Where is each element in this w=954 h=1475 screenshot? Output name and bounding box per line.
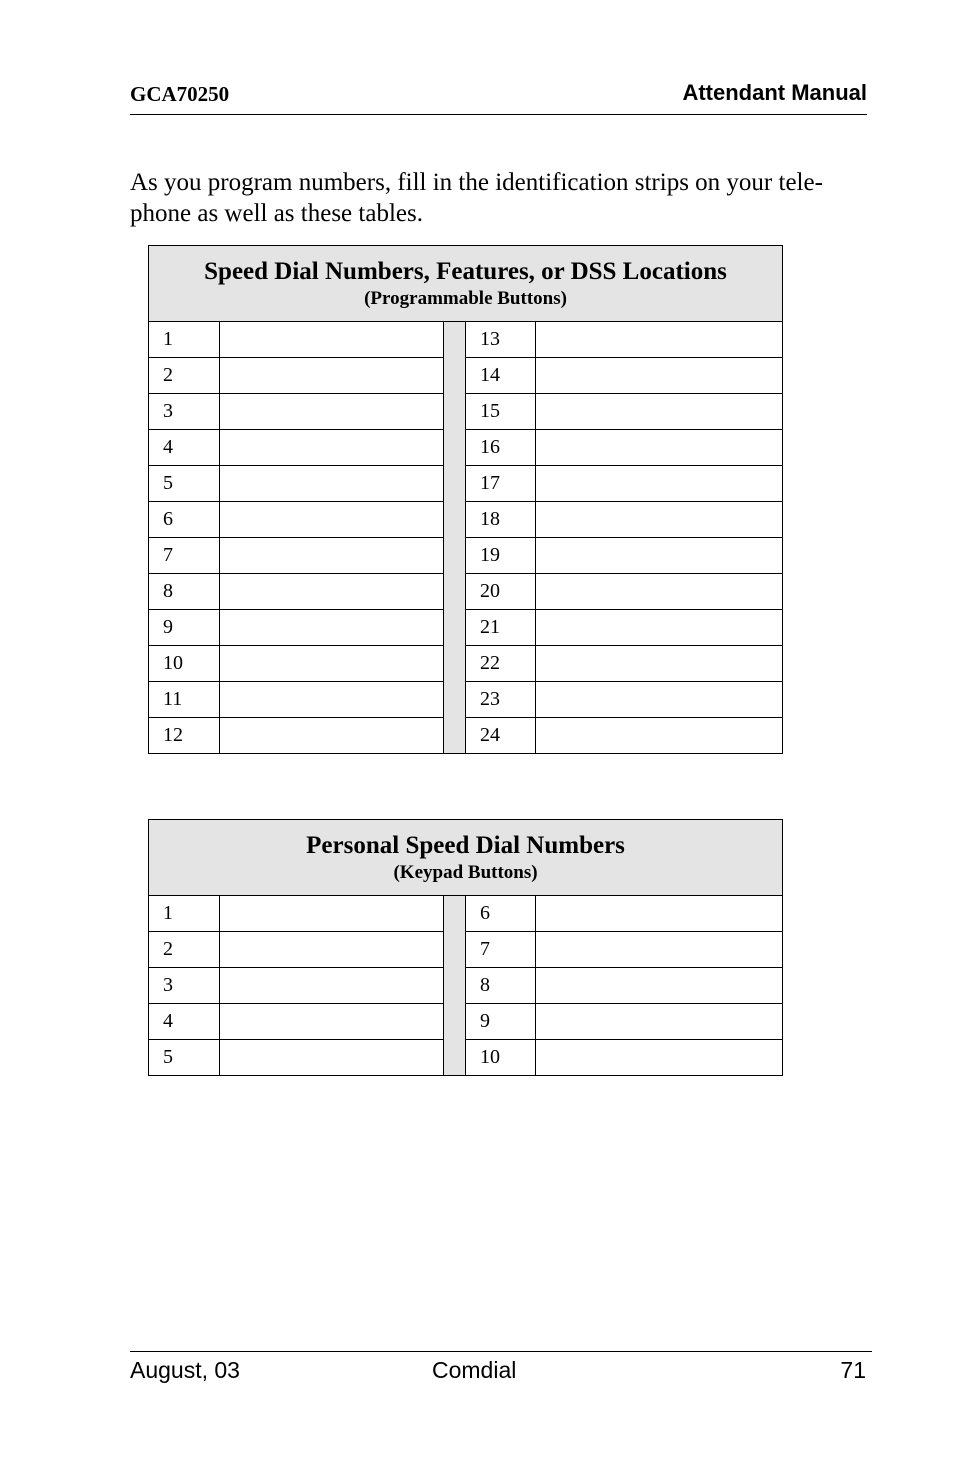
left-entry-field[interactable] (220, 896, 444, 932)
column-divider (444, 358, 466, 394)
column-divider (444, 574, 466, 610)
left-entry-field[interactable] (220, 1040, 444, 1076)
right-entry-number: 9 (466, 1004, 536, 1040)
left-entry-number: 2 (149, 358, 220, 394)
column-divider (444, 322, 466, 358)
right-entry-number: 10 (466, 1040, 536, 1076)
table-row (149, 574, 783, 610)
right-entry-field[interactable] (536, 322, 783, 358)
column-divider (444, 502, 466, 538)
right-entry-number: 13 (466, 322, 536, 358)
doc-code: GCA70250 (130, 82, 230, 106)
column-divider (444, 466, 466, 502)
left-entry-number: 5 (149, 466, 220, 502)
left-entry-number: 1 (149, 896, 220, 932)
column-divider (444, 430, 466, 466)
table-row (149, 1004, 783, 1040)
column-divider (444, 538, 466, 574)
speed-dial-table-header (149, 246, 783, 322)
left-entry-field[interactable] (220, 358, 444, 394)
right-entry-number: 22 (466, 646, 536, 682)
left-entry-field[interactable] (220, 610, 444, 646)
left-entry-field[interactable] (220, 968, 444, 1004)
table-row (149, 430, 783, 466)
personal-speed-dial-table-subtitle: (Keypad Buttons) (393, 861, 538, 883)
right-entry-number: 21 (466, 610, 536, 646)
table-row (149, 538, 783, 574)
intro-paragraph: As you program numbers, fill in the identification strips on your tele- phone as well as these tables. (130, 169, 823, 227)
left-entry-number: 12 (149, 718, 220, 754)
table-row (149, 502, 783, 538)
right-entry-number: 18 (466, 502, 536, 538)
right-entry-number: 23 (466, 682, 536, 718)
left-entry-number: 8 (149, 574, 220, 610)
table-row (149, 394, 783, 430)
left-entry-number: 3 (149, 968, 220, 1004)
right-entry-field[interactable] (536, 646, 783, 682)
page-number: 71 (840, 1357, 866, 1383)
right-entry-number: 14 (466, 358, 536, 394)
speed-dial-table-title: Speed Dial Numbers, Features, or DSS Locations (204, 257, 727, 285)
right-entry-number: 6 (466, 896, 536, 932)
left-entry-field[interactable] (220, 394, 444, 430)
page-footer (130, 1351, 872, 1392)
page-header (130, 80, 867, 115)
left-entry-field[interactable] (220, 538, 444, 574)
right-entry-field[interactable] (536, 466, 783, 502)
left-entry-field[interactable] (220, 682, 444, 718)
right-entry-field[interactable] (536, 968, 783, 1004)
column-divider (444, 646, 466, 682)
left-entry-field[interactable] (220, 466, 444, 502)
column-divider (444, 394, 466, 430)
table-row (149, 610, 783, 646)
left-entry-number: 5 (149, 1040, 220, 1076)
column-divider (444, 718, 466, 754)
right-entry-field[interactable] (536, 430, 783, 466)
right-entry-field[interactable] (536, 394, 783, 430)
right-entry-number: 24 (466, 718, 536, 754)
left-entry-number: 1 (149, 322, 220, 358)
table-row (149, 932, 783, 968)
left-entry-number: 2 (149, 932, 220, 968)
speed-dial-table-subtitle: (Programmable Buttons) (364, 287, 567, 309)
left-entry-field[interactable] (220, 1004, 444, 1040)
left-entry-number: 9 (149, 610, 220, 646)
right-entry-number: 19 (466, 538, 536, 574)
left-entry-number: 3 (149, 394, 220, 430)
table-row (149, 322, 783, 358)
left-entry-field[interactable] (220, 430, 444, 466)
table-row (149, 896, 783, 932)
column-divider (444, 1040, 466, 1076)
left-entry-field[interactable] (220, 646, 444, 682)
right-entry-field[interactable] (536, 610, 783, 646)
right-entry-field[interactable] (536, 358, 783, 394)
right-entry-number: 20 (466, 574, 536, 610)
column-divider (444, 1004, 466, 1040)
right-entry-field[interactable] (536, 1004, 783, 1040)
table-row (149, 466, 783, 502)
right-entry-number: 15 (466, 394, 536, 430)
table-row (149, 1040, 783, 1076)
personal-speed-dial-table-title: Personal Speed Dial Numbers (306, 831, 625, 859)
left-entry-field[interactable] (220, 502, 444, 538)
personal-speed-dial-table-header (149, 820, 783, 896)
right-entry-field[interactable] (536, 932, 783, 968)
right-entry-field[interactable] (536, 682, 783, 718)
table-row (149, 682, 783, 718)
column-divider (444, 682, 466, 718)
personal-speed-dial-table (148, 819, 783, 1076)
left-entry-field[interactable] (220, 574, 444, 610)
left-entry-number: 4 (149, 1004, 220, 1040)
column-divider (444, 932, 466, 968)
table-row (149, 646, 783, 682)
column-divider (444, 610, 466, 646)
right-entry-number: 16 (466, 430, 536, 466)
left-entry-number: 6 (149, 502, 220, 538)
footer-date: August, 03 (130, 1357, 240, 1383)
left-entry-field[interactable] (220, 718, 444, 754)
table-row (149, 358, 783, 394)
right-entry-number: 8 (466, 968, 536, 1004)
table-row (149, 718, 783, 754)
manual-title: Attendant Manual (682, 80, 867, 105)
right-entry-field[interactable] (536, 718, 783, 754)
table-row (149, 968, 783, 1004)
speed-dial-table (148, 245, 783, 754)
column-divider (444, 896, 466, 932)
left-entry-field[interactable] (220, 322, 444, 358)
left-entry-number: 10 (149, 646, 220, 682)
right-entry-field[interactable] (536, 574, 783, 610)
right-entry-field[interactable] (536, 502, 783, 538)
left-entry-number: 11 (149, 682, 220, 718)
right-entry-field[interactable] (536, 538, 783, 574)
footer-company: Comdial (432, 1357, 517, 1383)
left-entry-number: 4 (149, 430, 220, 466)
right-entry-field[interactable] (536, 896, 783, 932)
right-entry-field[interactable] (536, 1040, 783, 1076)
right-entry-number: 17 (466, 466, 536, 502)
column-divider (444, 968, 466, 1004)
left-entry-field[interactable] (220, 932, 444, 968)
left-entry-number: 7 (149, 538, 220, 574)
right-entry-number: 7 (466, 932, 536, 968)
